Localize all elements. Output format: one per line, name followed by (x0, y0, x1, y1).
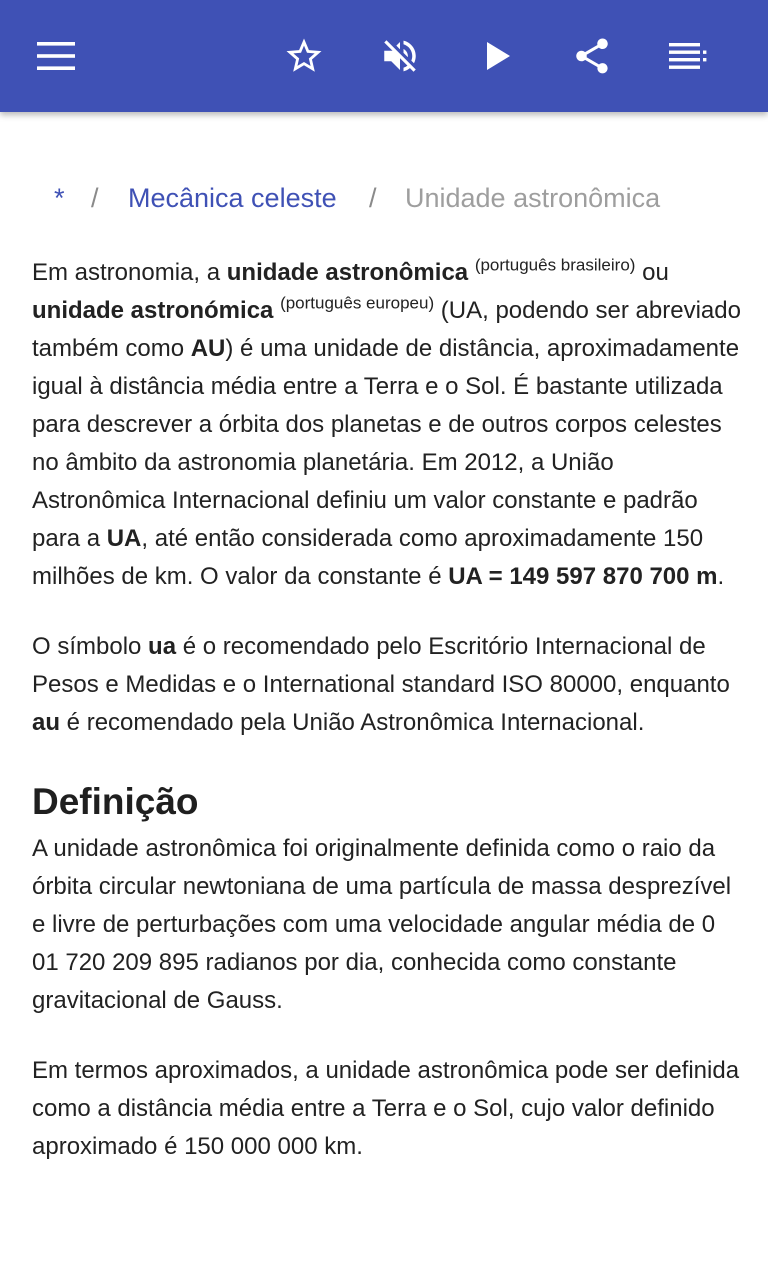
bold-term: UA = 149 597 870 700 m (448, 563, 718, 590)
bold-term: ua (148, 633, 177, 660)
share-button[interactable] (562, 26, 622, 86)
text: (UA, podendo ser abreviado também como (32, 297, 741, 362)
menu-icon (37, 42, 75, 70)
favorite-button[interactable] (274, 26, 334, 86)
text: Em astronomia, a (32, 259, 227, 286)
star-outline-icon (283, 35, 325, 77)
breadcrumb-current-page: Unidade astronômica (405, 183, 661, 213)
bold-term: UA (106, 525, 142, 552)
text: ) é uma unidade de distância, aproximadamente igual à distância média entre a Terra e o Sol. É bastante utilizada para descrever a órbita dos planetas e de outros corpos celestes no âmbito da astronomia planetária. Em 2012, a União Astronômica Internacional definiu um valor constante e padrão para a (32, 335, 740, 552)
breadcrumb-separator: / (369, 183, 377, 213)
bold-term: unidade astronômica (226, 259, 469, 286)
text: ou (635, 259, 669, 286)
volume-off-icon (379, 35, 421, 77)
symbol-paragraph (32, 628, 744, 742)
text: , até então considerada como aproximadamente 150 milhões de km. O valor da constante é (32, 525, 704, 590)
intro-paragraph (32, 254, 744, 596)
breadcrumb-parent-link[interactable]: Mecânica celeste (128, 183, 337, 213)
breadcrumb-separator: / (91, 183, 99, 213)
text: . (717, 563, 725, 590)
breadcrumb-home-link[interactable]: * (54, 183, 65, 213)
section-heading: Definição (32, 781, 199, 822)
play-icon (485, 41, 511, 71)
text: é o recomendado pelo Escritório Internacional de Pesos e Medidas e o International standard ISO 80000, enquanto (32, 633, 730, 698)
bold-term: AU (190, 335, 226, 362)
approximation-paragraph: Em termos aproximados, a unidade astronômica pode ser definida como a distância média entre a Terra e o Sol, cujo valor definido aproximado é 150 000 000 km. (32, 1057, 740, 1160)
play-button[interactable] (468, 26, 528, 86)
bold-term: au (32, 709, 61, 736)
text: O símbolo (32, 633, 149, 660)
text: é recomendado pela União Astronômica Internacional. (60, 709, 645, 736)
menu-button[interactable] (26, 26, 86, 86)
definition-paragraph: A unidade astronômica foi originalmente definida como o raio da órbita circular newtoniana de uma partícula de massa desprezível e livre de perturbações com uma velocidade angular média de 0 01 720 209 895 radianos por dia, conhecida como constante gravitacional de Gauss. (32, 835, 732, 1014)
share-icon (571, 35, 613, 77)
bold-term: unidade astronómica (32, 297, 274, 324)
variant-note: (português europeu) (280, 293, 435, 313)
contents-button[interactable] (658, 26, 718, 86)
mute-button[interactable] (370, 26, 430, 86)
breadcrumb (0, 180, 768, 220)
list-icon (669, 43, 707, 69)
variant-note: (português brasileiro) (474, 255, 636, 275)
article-content (32, 254, 744, 1198)
app-bar (0, 0, 768, 112)
